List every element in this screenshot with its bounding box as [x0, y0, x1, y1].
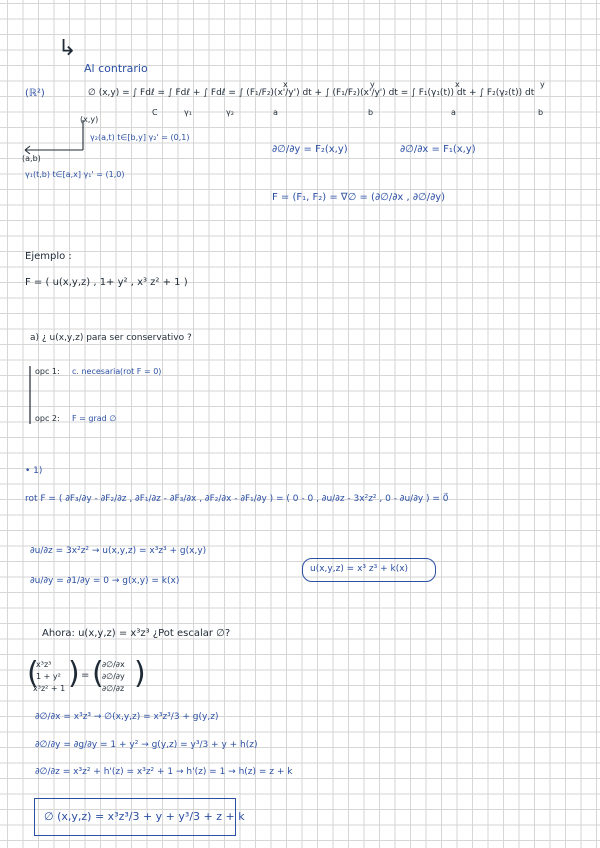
matrix-right-3: ∂∅/∂z — [102, 684, 125, 693]
option1-note: (rot F = 0) — [120, 367, 162, 376]
section-title: Al contrario — [84, 62, 148, 75]
example-question: a) ¿ u(x,y,z) para ser conservativo ? — [30, 333, 192, 343]
integral-sup-y2: y — [540, 80, 545, 89]
matrix-right-1: ∂∅/∂x — [102, 660, 125, 669]
matrix-right-2: ∂∅/∂y — [102, 672, 125, 681]
point-xy-label: (x,y) — [80, 115, 99, 124]
option1-label: opc 1: — [35, 367, 60, 376]
potential-formula: ∅ (x,y) = ∫ Fdℓ = ∫ Fdℓ + ∫ Fdℓ = ∫ (F₁/F₂)(x'/y') dt + ∫ (F₁/F₂)(x'/y') dt = ∫ F₁(γ₁(t)) dt + ∫ F₂(γ₂(t)) dt — [88, 88, 535, 98]
diagram-arrow-head — [25, 146, 30, 154]
matrix-left-paren: ( — [27, 656, 39, 691]
now-statement: Ahora: u(x,y,z) = x³z³ ¿Pot escalar ∅? — [42, 628, 231, 639]
integral-sub-c: C — [152, 108, 158, 117]
step-label: • 1) — [25, 466, 43, 476]
integral-sub-gamma2: γ₂ — [226, 108, 234, 117]
du-dz-equation: ∂u/∂z = 3x²z² → u(x,y,z) = x³z³ + g(x,y) — [30, 546, 207, 556]
phi-y-equation: ∂∅/∂y = ∂g/∂y = 1 + y² → g(y,z) = y³/3 + y + h(z) — [35, 740, 258, 750]
arrow-glyph: ↳ — [58, 36, 77, 61]
partial-phi-x: ∂∅/∂x = F₁(x,y) — [400, 144, 476, 155]
phi-z-equation: ∂∅/∂z = x³z² + h'(z) = x³z² + 1 → h'(z) = 1 → h(z) = z + k — [35, 767, 293, 777]
matrix-left-3: x³z² + 1 — [33, 684, 66, 693]
integral-sub-a1: a — [273, 108, 278, 117]
integral-sub-gamma1: γ₁ — [184, 108, 192, 117]
matrix-right-close: ) — [134, 656, 146, 691]
rot-computation: rot F = ( ∂F₃/∂y - ∂F₂/∂z , ∂F₁/∂z - ∂F₃/∂x , ∂F₂/∂x - ∂F₁/∂y ) = ( 0 - 0 , ∂u/∂z - 3x²z² , 0 - ∂u/∂y ) = 0⃗ — [25, 494, 449, 504]
u-result: u(x,y,z) = x³ z³ + k(x) — [310, 564, 409, 574]
phi-x-equation: ∂∅/∂x = x³z³ → ∅(x,y,z) = x³z³/3 + g(y,z) — [35, 712, 219, 722]
matrix-right-paren: ( — [92, 656, 104, 691]
example-field: F = ( u(x,y,z) , 1+ y² , x³ z² + 1 ) — [25, 277, 188, 288]
matrix-left-1: x³z³ — [36, 660, 52, 669]
gamma1-definition: γ₁(t,b) t∈[a,x] γ₁' = (1,0) — [25, 170, 125, 179]
option2-label: opc 2: — [35, 414, 60, 423]
integral-sup-x1: x — [283, 80, 288, 89]
du-dy-equation: ∂u/∂y = ∂1/∂y = 0 → g(x,y) = k(x) — [30, 576, 180, 586]
example-heading: Ejemplo : — [25, 251, 72, 262]
gamma2-definition: γ₂(a,t) t∈[b,y] γ₂' = (0,1) — [90, 133, 190, 142]
integral-sub-b1: b — [368, 108, 374, 117]
final-potential: ∅ (x,y,z) = x³z³/3 + y + y³/3 + z + k — [44, 810, 245, 823]
integral-sup-y1: y — [370, 80, 375, 89]
integral-sub-a2: a — [451, 108, 456, 117]
option1-text: c. necesaria — [72, 367, 121, 376]
partial-phi-y: ∂∅/∂y = F₂(x,y) — [272, 144, 348, 155]
gradient-relation: F = (F₁, F₂) = ∇∅ = (∂∅/∂x , ∂∅/∂y) — [272, 192, 446, 203]
matrix-equals: = — [81, 670, 90, 681]
point-ab-label: (a,b) — [22, 154, 41, 163]
option2-text: F = grad ∅ — [72, 414, 117, 423]
matrix-left-2: 1 + y² — [36, 672, 61, 681]
matrix-left-close: ) — [68, 656, 80, 691]
integral-sub-b2: b — [538, 108, 544, 117]
integral-sup-x2: x — [455, 80, 460, 89]
domain-label: (ℝ²) — [25, 88, 45, 99]
